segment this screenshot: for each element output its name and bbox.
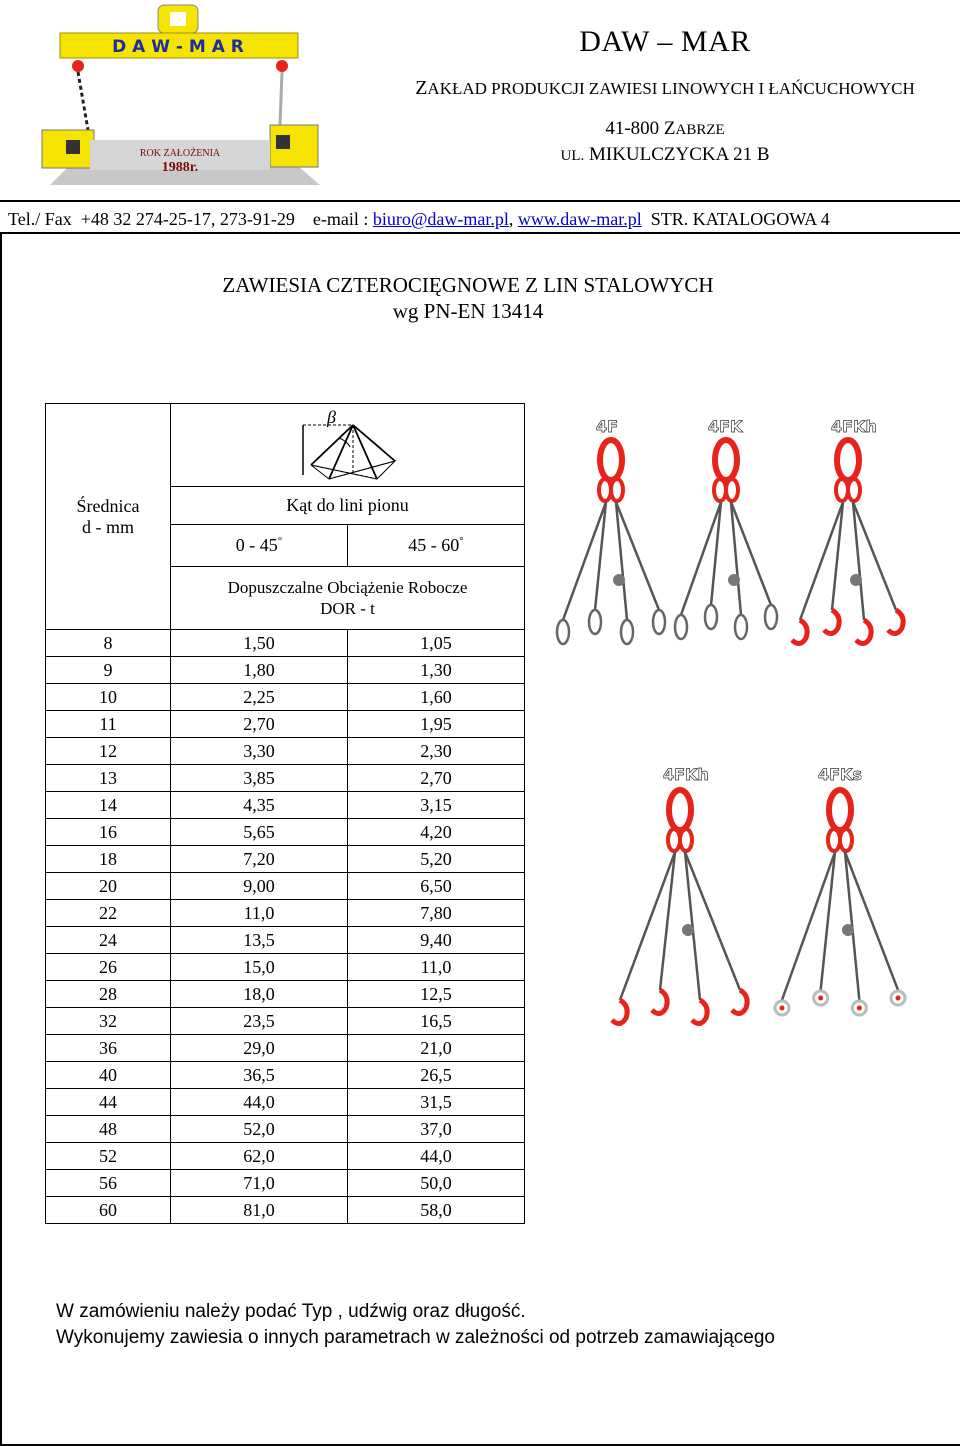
table-row bbox=[46, 1170, 525, 1197]
table-row bbox=[46, 792, 525, 819]
wll-0-45-cell: 3,85 bbox=[171, 765, 348, 792]
wll-45-60-cell: 1,95 bbox=[348, 711, 525, 738]
wll-0-45-cell: 29,0 bbox=[171, 1035, 348, 1062]
diameter-cell: 48 bbox=[46, 1116, 171, 1143]
slings-photo-top bbox=[548, 410, 938, 670]
contact-bar bbox=[0, 200, 960, 234]
table-row bbox=[46, 819, 525, 846]
diameter-cell: 32 bbox=[46, 1008, 171, 1035]
wll-0-45-cell: 13,5 bbox=[171, 927, 348, 954]
table-row bbox=[46, 1008, 525, 1035]
wll-45-60-cell: 26,5 bbox=[348, 1062, 525, 1089]
angle-range-45-60: 45 - 60° bbox=[348, 525, 525, 567]
diameter-cell: 60 bbox=[46, 1197, 171, 1224]
wll-0-45-cell: 11,0 bbox=[171, 900, 348, 927]
address-city-small: ABRZE bbox=[675, 122, 725, 138]
diameter-cell: 28 bbox=[46, 981, 171, 1008]
wll-45-60-cell: 2,70 bbox=[348, 765, 525, 792]
table-row bbox=[46, 1116, 525, 1143]
wll-0-45-cell: 44,0 bbox=[171, 1089, 348, 1116]
footer-notes bbox=[56, 1299, 775, 1351]
title-line-1: ZAWIESIA CZTEROCIĘGNOWE Z LIN STALOWYCH bbox=[222, 273, 714, 297]
table-row bbox=[46, 954, 525, 981]
table-row bbox=[46, 1089, 525, 1116]
sling-angle-diagram bbox=[293, 405, 403, 485]
sling-label-4fk: 4FK bbox=[708, 417, 743, 436]
company-address-street bbox=[395, 144, 935, 166]
wll-45-60-cell: 3,15 bbox=[348, 792, 525, 819]
table-row bbox=[46, 981, 525, 1008]
diameter-cell: 13 bbox=[46, 765, 171, 792]
wll-0-45-cell: 3,30 bbox=[171, 738, 348, 765]
diameter-cell: 22 bbox=[46, 900, 171, 927]
wll-45-60-cell: 1,60 bbox=[348, 684, 525, 711]
wll-0-45-cell: 36,5 bbox=[171, 1062, 348, 1089]
diameter-cell: 12 bbox=[46, 738, 171, 765]
diameter-unit: d - mm bbox=[82, 516, 134, 537]
diameter-cell: 36 bbox=[46, 1035, 171, 1062]
angle-beta-symbol: β bbox=[326, 407, 336, 427]
table-row bbox=[46, 1062, 525, 1089]
wll-45-60-cell: 6,50 bbox=[348, 873, 525, 900]
table-row bbox=[46, 765, 525, 792]
catalog-page-number: STR. KATALOGOWA 4 bbox=[641, 209, 830, 229]
angle-diagram-cell bbox=[171, 404, 525, 487]
company-name: DAW – MAR bbox=[579, 25, 751, 58]
sling-label-4f: 4F bbox=[596, 417, 619, 436]
table-row bbox=[46, 684, 525, 711]
wll-0-45-cell: 1,80 bbox=[171, 657, 348, 684]
table-row bbox=[46, 1197, 525, 1224]
wll-45-60-cell: 4,20 bbox=[348, 819, 525, 846]
diameter-header bbox=[46, 404, 171, 630]
diameter-cell: 14 bbox=[46, 792, 171, 819]
logo-brand: D A W - M A R bbox=[112, 37, 244, 57]
company-logo bbox=[30, 0, 330, 195]
wll-45-60-cell: 58,0 bbox=[348, 1197, 525, 1224]
logo-founded-year: 1988r. bbox=[161, 160, 199, 175]
wll-0-45-cell: 23,5 bbox=[171, 1008, 348, 1035]
angle-range-0-45: 0 - 45° bbox=[171, 525, 348, 567]
table-row bbox=[46, 1143, 525, 1170]
slings-photo-bottom bbox=[600, 758, 930, 1038]
company-subtitle bbox=[395, 77, 935, 100]
diameter-cell: 16 bbox=[46, 819, 171, 846]
wll-45-60-cell: 12,5 bbox=[348, 981, 525, 1008]
wll-0-45-cell: 71,0 bbox=[171, 1170, 348, 1197]
website-link[interactable]: www.daw-mar.pl bbox=[517, 209, 642, 229]
wll-header bbox=[171, 567, 525, 630]
diameter-cell: 40 bbox=[46, 1062, 171, 1089]
wll-0-45-cell: 81,0 bbox=[171, 1197, 348, 1224]
diameter-cell: 10 bbox=[46, 684, 171, 711]
logo-founded-label: ROK ZAŁOŻENIA bbox=[139, 148, 221, 159]
page-title bbox=[0, 272, 936, 324]
table-row bbox=[46, 927, 525, 954]
diameter-cell: 8 bbox=[46, 630, 171, 657]
company-address-city bbox=[395, 118, 935, 140]
diameter-cell: 9 bbox=[46, 657, 171, 684]
sling-label-4fkh-bottom: 4FKh bbox=[663, 765, 709, 784]
wll-45-60-cell: 50,0 bbox=[348, 1170, 525, 1197]
table-row bbox=[46, 873, 525, 900]
address-street-main: MIKULCZYCKA 21 B bbox=[584, 144, 770, 165]
diameter-cell: 26 bbox=[46, 954, 171, 981]
wll-0-45-cell: 1,50 bbox=[171, 630, 348, 657]
footer-custom-note: Wykonujemy zawiesia o innych parametrach w zależności od potrzeb zamawiającego bbox=[56, 1327, 776, 1348]
sling-label-4fkh: 4FKh bbox=[831, 417, 877, 436]
wll-45-60-cell: 21,0 bbox=[348, 1035, 525, 1062]
wll-45-60-cell: 1,05 bbox=[348, 630, 525, 657]
table-row bbox=[46, 630, 525, 657]
table-row bbox=[46, 900, 525, 927]
wll-45-60-cell: 7,80 bbox=[348, 900, 525, 927]
capacity-table bbox=[45, 403, 525, 1224]
diameter-cell: 20 bbox=[46, 873, 171, 900]
wll-45-60-cell: 2,30 bbox=[348, 738, 525, 765]
range-2-label: 45 - 60 bbox=[408, 535, 460, 555]
range-1-label: 0 - 45 bbox=[235, 535, 278, 555]
company-header bbox=[395, 25, 935, 166]
wll-0-45-cell: 2,70 bbox=[171, 711, 348, 738]
angle-header: Kąt do lini pionu bbox=[171, 487, 525, 525]
diameter-cell: 56 bbox=[46, 1170, 171, 1197]
wll-45-60-cell: 1,30 bbox=[348, 657, 525, 684]
table-row bbox=[46, 657, 525, 684]
address-city-main: 41-800 Z bbox=[605, 118, 676, 139]
wll-0-45-cell: 18,0 bbox=[171, 981, 348, 1008]
diameter-cell: 44 bbox=[46, 1089, 171, 1116]
table-row bbox=[46, 1035, 525, 1062]
wll-0-45-cell: 9,00 bbox=[171, 873, 348, 900]
wll-0-45-cell: 5,65 bbox=[171, 819, 348, 846]
wll-45-60-cell: 16,5 bbox=[348, 1008, 525, 1035]
sling-label-4fks: 4FKs bbox=[818, 765, 862, 784]
wll-0-45-cell: 15,0 bbox=[171, 954, 348, 981]
wll-45-60-cell: 37,0 bbox=[348, 1116, 525, 1143]
footer-order-note: W zamówieniu należy podać Typ , udźwig oraz długość. bbox=[56, 1301, 526, 1322]
diameter-cell: 18 bbox=[46, 846, 171, 873]
company-subtitle-first: Z bbox=[415, 77, 428, 99]
title-line-2: wg PN-EN 13414 bbox=[392, 299, 544, 323]
wll-45-60-cell: 5,20 bbox=[348, 846, 525, 873]
table-row bbox=[46, 711, 525, 738]
wll-0-45-cell: 4,35 bbox=[171, 792, 348, 819]
address-street-small: UL. bbox=[560, 148, 585, 164]
wll-0-45-cell: 7,20 bbox=[171, 846, 348, 873]
wll-label: Dopuszczalne Obciążenie Robocze bbox=[227, 578, 468, 597]
contact-separator: , bbox=[508, 209, 518, 229]
wll-0-45-cell: 52,0 bbox=[171, 1116, 348, 1143]
capacity-rows bbox=[46, 630, 525, 1224]
wll-0-45-cell: 2,25 bbox=[171, 684, 348, 711]
wll-45-60-cell: 11,0 bbox=[348, 954, 525, 981]
diameter-cell: 11 bbox=[46, 711, 171, 738]
diameter-label: Średnica bbox=[76, 495, 140, 516]
email-link[interactable]: biuro@daw-mar.pl bbox=[372, 209, 509, 229]
table-row bbox=[46, 738, 525, 765]
diameter-cell: 52 bbox=[46, 1143, 171, 1170]
wll-unit: DOR - t bbox=[320, 599, 375, 618]
wll-45-60-cell: 31,5 bbox=[348, 1089, 525, 1116]
contact-phone: Tel./ Fax +48 32 274-25-17, 273-91-29 e-mail : bbox=[8, 209, 373, 229]
table-row bbox=[46, 846, 525, 873]
wll-45-60-cell: 44,0 bbox=[348, 1143, 525, 1170]
company-subtitle-rest: AKŁAD PRODUKCJI ZAWIESI LINOWYCH I ŁAŃCUCHOWYCH bbox=[427, 79, 915, 98]
wll-45-60-cell: 9,40 bbox=[348, 927, 525, 954]
diameter-cell: 24 bbox=[46, 927, 171, 954]
wll-0-45-cell: 62,0 bbox=[171, 1143, 348, 1170]
